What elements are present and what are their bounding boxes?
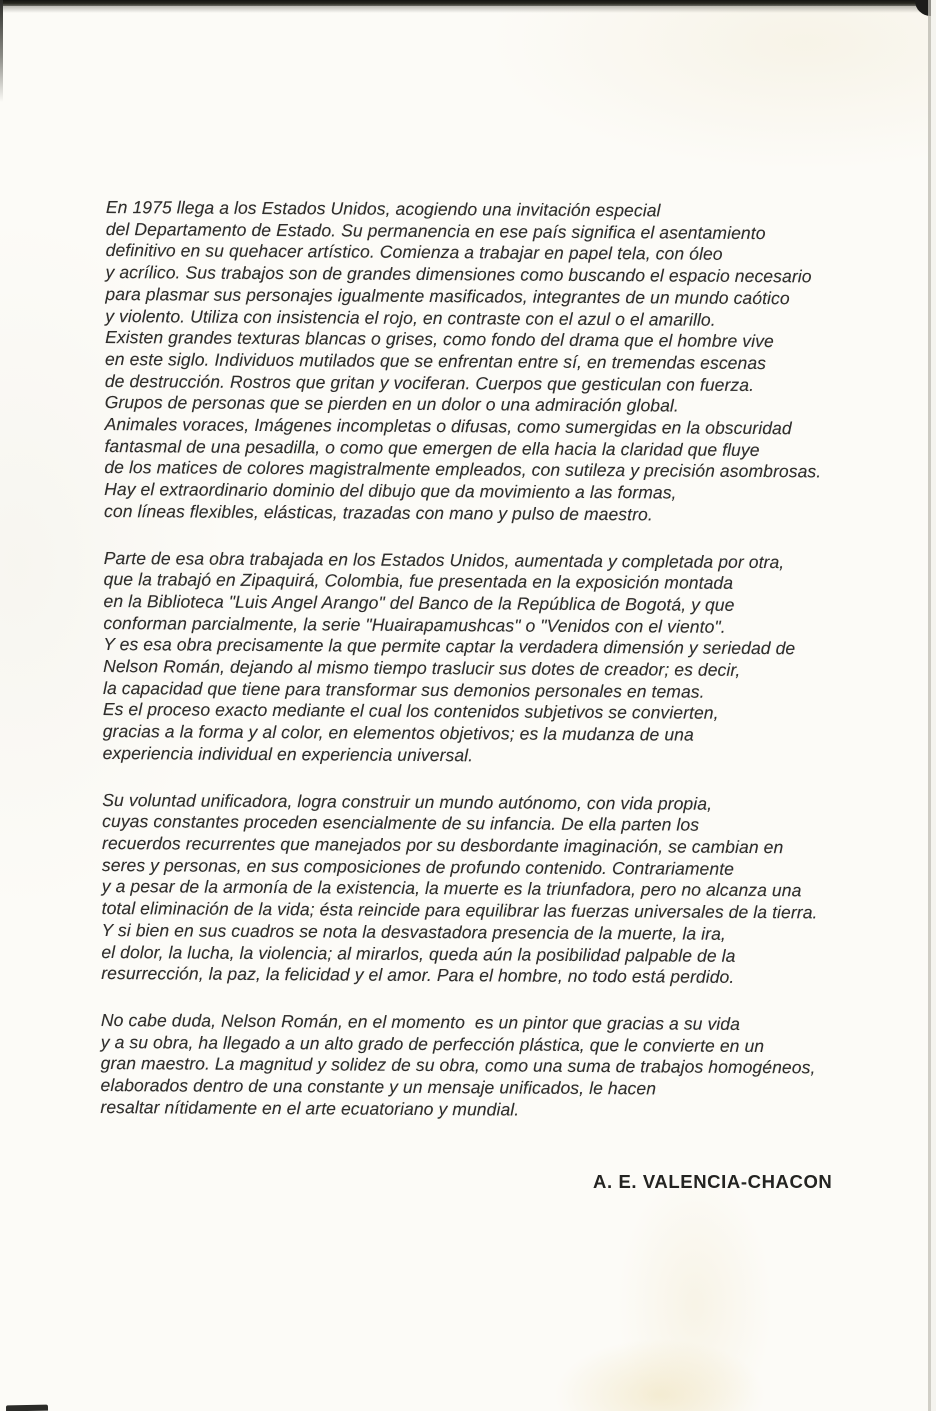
text-line: En 1975 llega a los Estados Unidos, acogiendo una invitación especial [105, 197, 661, 221]
scan-edge-left [0, 0, 3, 102]
text-line: Y es esa obra precisamente la que permite captar la verdadera dimensión y seriedad de [103, 634, 796, 659]
text-line: definitivo en su quehacer artístico. Comienza a trabajar en papel tela, con óleo [105, 240, 723, 265]
scan-margin-right [931, 0, 936, 1411]
document-text [100, 197, 912, 1148]
text-line: resurrección, la paz, la felicidad y el amor. Para el hombre, no todo está perdido. [101, 963, 735, 988]
text-line: resaltar nítidamente en el arte ecuatoriano y mundial. [100, 1096, 520, 1120]
paragraph [101, 790, 908, 990]
text-line: y a pesar de la armonía de la existencia, la muerte es la triunfadora, pero no alcanza una [101, 876, 802, 901]
text-line: Parte de esa obra trabajada en los Estados Unidos, aumentada y completada por otra, [103, 547, 785, 572]
text-line: y violento. Utiliza con insistencia el rojo, en contraste con el azul o el amarillo. [105, 305, 716, 330]
text-line: de destrucción. Rostros que gritan y vociferan. Cuerpos que gesticulan con fuerza. [104, 370, 755, 395]
text-line: Su voluntad unificadora, logra construir un mundo autónomo, con vida propia, [102, 789, 713, 814]
text-line: Animales voraces, Imágenes incompletas o difusas, como sumergidas en la obscuridad [104, 414, 792, 439]
text-line: y acrílico. Sus trabajos son de grandes dimensiones como buscando el espacio necesario [105, 262, 812, 287]
text-line: seres y personas, en sus composiciones de profundo contenido. Contrariamente [101, 854, 735, 879]
text-line: recuerdos recurrentes que manejados por su desbordante imaginación, se cambian en [101, 832, 784, 858]
text-line: gran maestro. La magnitud y solidez de su obra, como una suma de trabajos homogéneos, [100, 1053, 816, 1078]
scan-edge-top-shadow [0, 6, 936, 13]
paragraph [103, 548, 910, 770]
text-line: Es el proceso exacto mediante el cual los contenidos subjetivos se convierten, [102, 699, 719, 724]
text-line: con líneas flexibles, elásticas, trazadas con mano y pulso de maestro. [104, 500, 653, 525]
paragraph [104, 197, 912, 527]
text-line: Hay el extraordinario dominio del dibujo que da movimiento a las formas, [104, 479, 677, 503]
text-line: en este siglo. Individuos mutilados que se enfrentan entre sí, en tremendas escenas [104, 348, 767, 373]
text-line: total eliminación de la vida; ésta reincide para equilibrar las fuerzas universales de la tierra. [101, 898, 818, 923]
text-line: No cabe duda, Nelson Román, en el momento es un pintor que gracias a su vida [100, 1009, 741, 1034]
text-line: de los matices de colores magistralmente empleados, con sutileza y precisión asombrosas. [104, 457, 822, 482]
text-line: conforman parcialmente, la serie "Huairapamushcas" o "Venidos con el viento". [103, 612, 726, 637]
text-line: Grupos de personas que se pierden en un dolor o una admiración global. [104, 392, 679, 416]
text-line: la capacidad que tiene para transformar sus demonios personales en temas. [102, 677, 705, 702]
text-line: del Departamento de Estado. Su permanencia en ese país significa el asentamiento [105, 218, 766, 243]
text-line: el dolor, la lucha, la violencia; al mirarlos, queda aún la posibilidad palpable de la [101, 941, 736, 966]
text-line: para plasmar sus personajes igualmente masificados, integrantes de un mundo caótico [105, 283, 790, 308]
text-line: Y si bien en sus cuadros se nota la desvastadora presencia de la muerte, la ira, [101, 919, 726, 944]
scan-edge-right [928, 0, 931, 1411]
paragraph [100, 1010, 907, 1123]
text-line: que la trabajó en Zipaquirá, Colombia, fue presentada en la exposición montada [103, 569, 734, 594]
text-line: en la Biblioteca "Luis Angel Arango" del Banco de la República de Bogotá, y que [103, 590, 735, 615]
text-line: cuyas constantes proceden esencialmente de su infancia. De ella parten los [102, 811, 700, 835]
text-line: gracias a la forma y al color, en elementos objetivos; es la mudanza de una [102, 721, 694, 745]
text-line: fantasmal de una pesadilla, o como que emergen de ella hacia la claridad que fluye [104, 435, 760, 460]
author-signature: A. E. VALENCIA-CHACON [593, 1171, 833, 1192]
text-line: Nelson Román, dejando al mismo tiempo traslucir sus dotes de creador; es decir, [103, 656, 741, 680]
text-line: y a su obra, ha llegado a un alto grado de perfección plástica, que le convierte en un [100, 1031, 765, 1056]
text-line: Existen grandes texturas blancas o grises, como fondo del drama que el hombre vive [105, 327, 774, 352]
text-line: elaborados dentro de una constante y un mensaje unificados, le hacen [100, 1074, 657, 1099]
text-line: experiencia individual en experiencia universal. [102, 742, 474, 766]
scan-mark-bottom-left [6, 1405, 48, 1411]
